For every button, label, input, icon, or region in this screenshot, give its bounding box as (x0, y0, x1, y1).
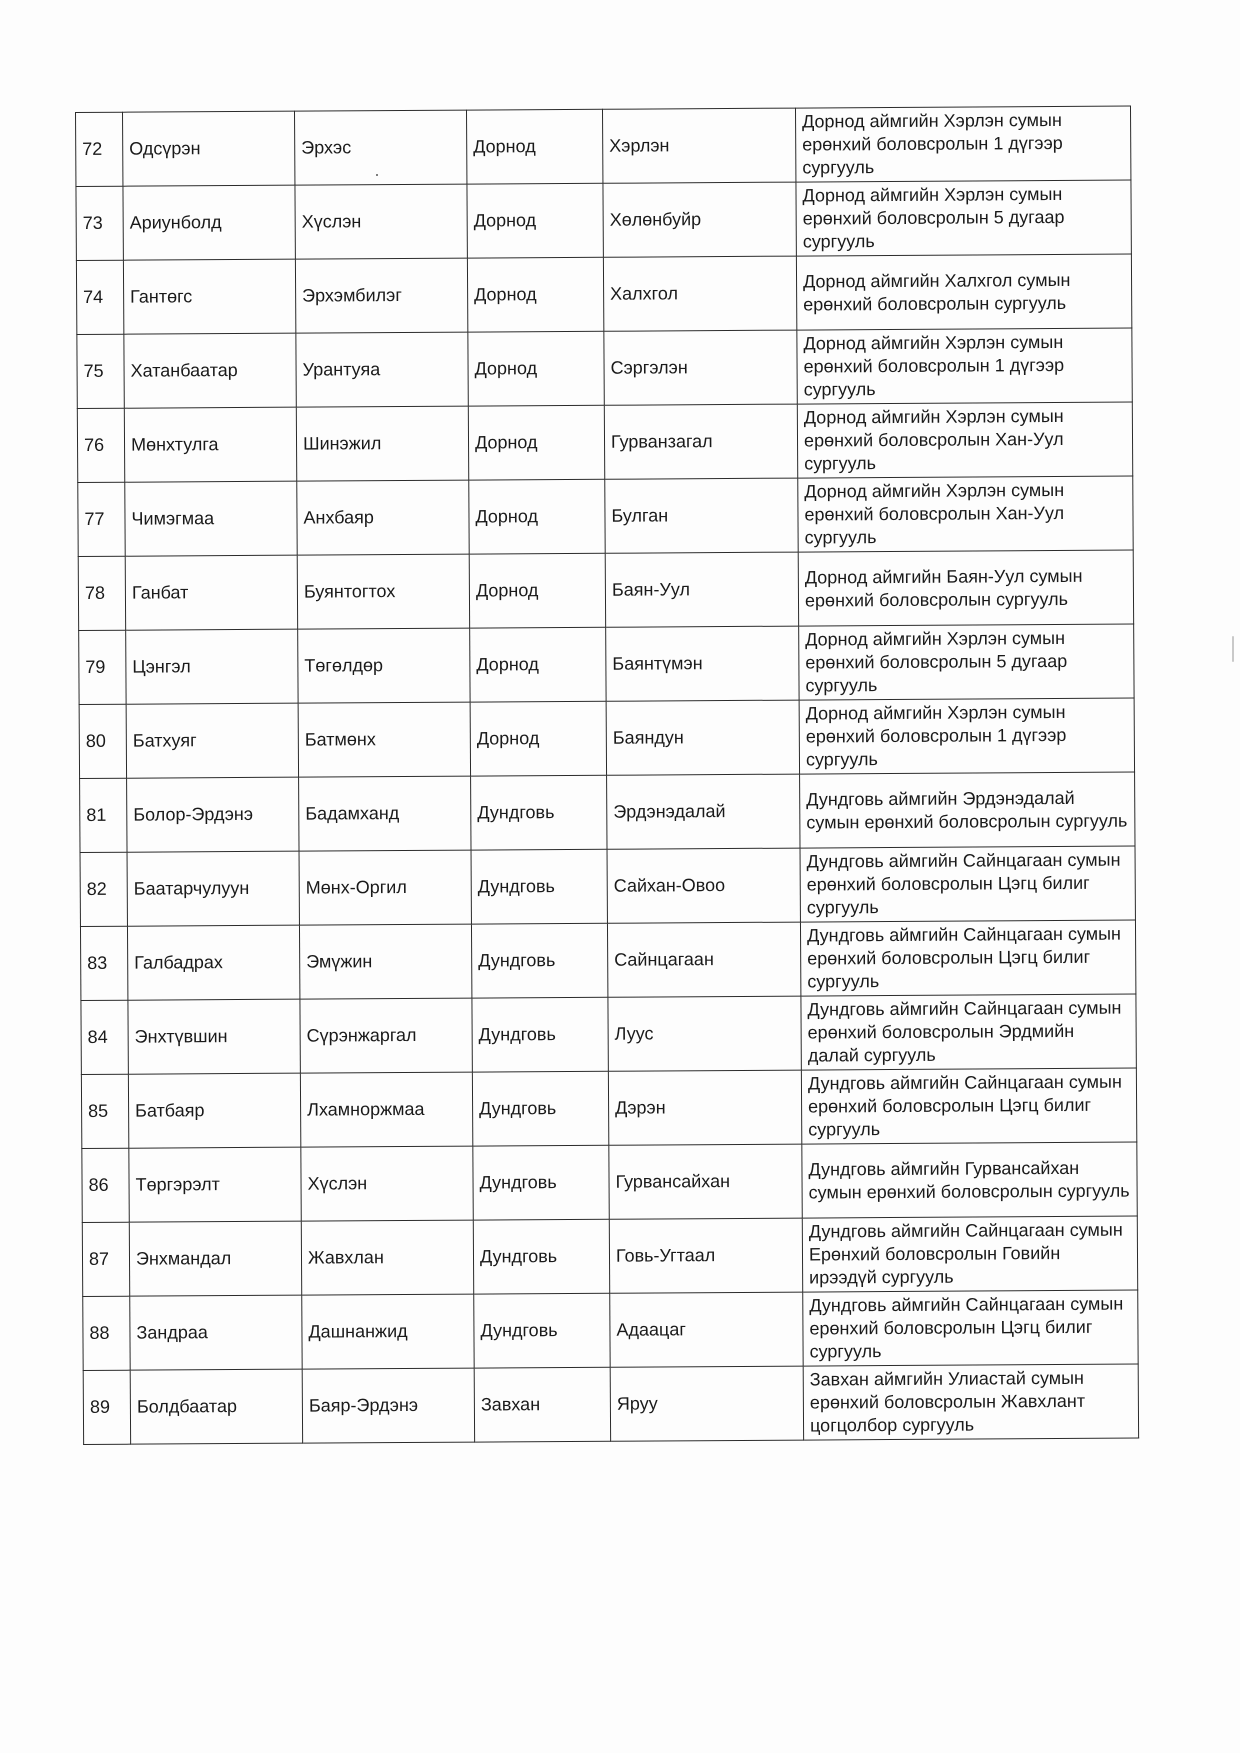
school-cell: Дорнод аймгийн Баян-Уул сумын ерөнхий боловсролын сургууль (798, 550, 1133, 626)
last-name-cell: Ганбат (125, 555, 297, 630)
soum-cell: Халхгол (603, 256, 796, 331)
school-cell: Дундговь аймгийн Сайнцагаан сумын ерөнхий боловсролын Цэгц билиг сургууль (800, 920, 1135, 996)
soum-cell: Гурванзагал (604, 404, 797, 479)
table-row (81, 1068, 1136, 1148)
soum-cell: Яруу (610, 1366, 803, 1441)
row-number: 81 (80, 778, 127, 852)
table-row (77, 402, 1132, 482)
row-number: 75 (77, 334, 124, 408)
row-number: 88 (83, 1296, 130, 1370)
table-row (80, 920, 1135, 1000)
row-number: 79 (79, 630, 126, 704)
table-row (80, 772, 1135, 852)
school-cell: Дундговь аймгийн Эрдэнэдалай сумын ерөнхий боловсролын сургууль (800, 772, 1135, 848)
soum-cell: Гурвансайхан (609, 1144, 802, 1219)
participants-table (75, 106, 1139, 1445)
last-name-cell: Төргэрэлт (129, 1147, 301, 1222)
first-name-cell: Шинэжил (296, 406, 468, 481)
last-name-cell: Гантөгс (123, 259, 295, 334)
first-name-cell: Жавхлан (301, 1220, 473, 1295)
aimag-cell: Дундговь (474, 1293, 610, 1368)
aimag-cell: Дундговь (471, 849, 607, 924)
last-name-cell: Зандраа (130, 1295, 302, 1370)
last-name-cell: Болдбаатар (130, 1369, 302, 1444)
aimag-cell: Дундговь (473, 1145, 609, 1220)
last-name-cell: Мөнхтулга (124, 407, 296, 482)
school-cell: Завхан аймгийн Улиастай сумын ерөнхий боловсролын Жавхлант цогцолбор сургууль (803, 1364, 1138, 1440)
soum-cell: Дэрэн (608, 1070, 801, 1145)
soum-cell: Луус (608, 996, 801, 1071)
aimag-cell: Дорнод (468, 331, 604, 406)
first-name-cell: Анхбаяр (297, 480, 469, 555)
last-name-cell: Батхуяг (126, 703, 298, 778)
row-number: 76 (77, 408, 124, 482)
first-name-cell: Сүрэнжаргал (300, 998, 472, 1073)
last-name-cell: Ариунболд (123, 185, 295, 260)
last-name-cell: Батбаяр (128, 1073, 300, 1148)
soum-cell: Сайнцагаан (607, 922, 800, 997)
last-name-cell: Галбадрах (127, 925, 299, 1000)
table-row (82, 1142, 1137, 1222)
last-name-cell: Болор-Эрдэнэ (127, 777, 299, 852)
table-row (79, 624, 1134, 704)
last-name-cell: Энхмандал (129, 1221, 301, 1296)
first-name-cell: Буянтогтох (297, 554, 469, 629)
soum-cell: Сэргэлэн (604, 330, 797, 405)
aimag-cell: Дорнод (468, 405, 604, 480)
table-row (83, 1290, 1138, 1370)
first-name-cell: Лхамноржмаа (300, 1072, 472, 1147)
row-number: 87 (82, 1222, 129, 1296)
school-cell: Дорнод аймгийн Хэрлэн сумын ерөнхий боловсролын Хан-Уул сургууль (797, 402, 1132, 478)
first-name-cell: Хүслэн (301, 1146, 473, 1221)
first-name-cell: Эрхэмбилэг (295, 258, 467, 333)
school-cell: Дундговь аймгийн Сайнцагаан сумын ерөнхий боловсролын Цэгц билиг сургууль (803, 1290, 1138, 1366)
scan-edge-mark (1232, 636, 1234, 662)
row-number: 86 (82, 1148, 129, 1222)
last-name-cell: Цэнгэл (126, 629, 298, 704)
last-name-cell: Хатанбаатар (124, 333, 296, 408)
school-cell: Дундговь аймгийн Сайнцагаан сумын ерөнхий боловсролын Цэгц билиг сургууль (800, 846, 1135, 922)
table-row (81, 994, 1136, 1074)
first-name-cell: Эрхэс (294, 110, 466, 185)
aimag-cell: Дундговь (471, 923, 607, 998)
row-number: 80 (79, 704, 126, 778)
school-cell: Дорнод аймгийн Хэрлэн сумын ерөнхий боловсролын 1 дүгээр сургууль (795, 106, 1130, 182)
soum-cell: Хэрлэн (602, 108, 795, 183)
school-cell: Дорнод аймгийн Хэрлэн сумын ерөнхий боловсролын 1 дүгээр сургууль (799, 698, 1134, 774)
row-number: 77 (78, 482, 125, 556)
aimag-cell: Дорнод (470, 701, 606, 776)
school-cell: Дорнод аймгийн Хэрлэн сумын ерөнхий боловсролын Хан-Уул сургууль (798, 476, 1133, 552)
table-row (76, 106, 1131, 186)
row-number: 84 (81, 1000, 128, 1074)
school-cell: Дорнод аймгийн Хэрлэн сумын ерөнхий боловсролын 5 дугаар сургууль (799, 624, 1134, 700)
last-name-cell: Баатарчулуун (127, 851, 299, 926)
row-number: 73 (76, 186, 123, 260)
row-number: 78 (78, 556, 125, 630)
first-name-cell: Баяр-Эрдэнэ (302, 1368, 474, 1443)
aimag-cell: Дорнод (469, 479, 605, 554)
row-number: 89 (83, 1370, 130, 1444)
row-number: 72 (76, 112, 123, 186)
table-row (79, 698, 1134, 778)
first-name-cell: Эмүжин (299, 924, 471, 999)
table-row (82, 1216, 1137, 1296)
first-name-cell: Бадамханд (299, 776, 471, 851)
soum-cell: Говь-Угтаал (609, 1218, 802, 1293)
row-number: 74 (76, 260, 123, 334)
soum-cell: Баяндун (606, 700, 799, 775)
aimag-cell: Дорнод (469, 553, 605, 628)
aimag-cell: Дундговь (472, 997, 608, 1072)
first-name-cell: Урантуяа (296, 332, 468, 407)
soum-cell: Эрдэнэдалай (607, 774, 800, 849)
school-cell: Дундговь аймгийн Сайнцагаан сумын ерөнхий боловсролын Эрдмийн далай сургууль (801, 994, 1136, 1070)
school-cell: Дорнод аймгийн Хэрлэн сумын ерөнхий боловсролын 5 дугаар сургууль (796, 180, 1131, 256)
school-cell: Дорнод аймгийн Халхгол сумын ерөнхий боловсролын сургууль (796, 254, 1131, 330)
aimag-cell: Завхан (474, 1367, 610, 1442)
row-number: 82 (80, 852, 127, 926)
table-row (83, 1364, 1138, 1444)
last-name-cell: Одсүрэн (123, 111, 295, 186)
table-row (76, 180, 1131, 260)
first-name-cell: Хүслэн (295, 184, 467, 259)
aimag-cell: Дорнод (470, 627, 606, 702)
table-row (77, 328, 1132, 408)
aimag-cell: Дундговь (472, 1071, 608, 1146)
row-number: 85 (81, 1074, 128, 1148)
table-row (80, 846, 1135, 926)
soum-cell: Сайхан-Овоо (607, 848, 800, 923)
aimag-cell: Дорнод (467, 183, 603, 258)
soum-cell: Баян-Уул (605, 552, 798, 627)
table-row (78, 476, 1133, 556)
soum-cell: Баянтүмэн (606, 626, 799, 701)
last-name-cell: Чимэгмаа (125, 481, 297, 556)
soum-cell: Адаацаг (610, 1292, 803, 1367)
school-cell: Дундговь аймгийн Сайнцагаан сумын Ерөнхий боловсролын Говийн ирээдүй сургууль (802, 1216, 1137, 1292)
participants-table-body (76, 106, 1139, 1444)
aimag-cell: Дорнод (467, 257, 603, 332)
table-row (76, 254, 1131, 334)
soum-cell: Булган (605, 478, 798, 553)
school-cell: Дундговь аймгийн Сайнцагаан сумын ерөнхий боловсролын Цэгц билиг сургууль (801, 1068, 1136, 1144)
aimag-cell: Дундговь (473, 1219, 609, 1294)
aimag-cell: Дундговь (471, 775, 607, 850)
first-name-cell: Батмөнх (298, 702, 470, 777)
school-cell: Дорнод аймгийн Хэрлэн сумын ерөнхий боловсролын 1 дүгээр сургууль (797, 328, 1132, 404)
first-name-cell: Төгөлдөр (298, 628, 470, 703)
first-name-cell: Мөнх-Оргил (299, 850, 471, 925)
first-name-cell: Дашнанжид (302, 1294, 474, 1369)
soum-cell: Хөлөнбуйр (603, 182, 796, 257)
last-name-cell: Энхтүвшин (128, 999, 300, 1074)
aimag-cell: Дорнод (466, 109, 602, 184)
table-row (78, 550, 1133, 630)
school-cell: Дундговь аймгийн Гурвансайхан сумын ерөнхий боловсролын сургууль (802, 1142, 1137, 1218)
row-number: 83 (80, 926, 127, 1000)
